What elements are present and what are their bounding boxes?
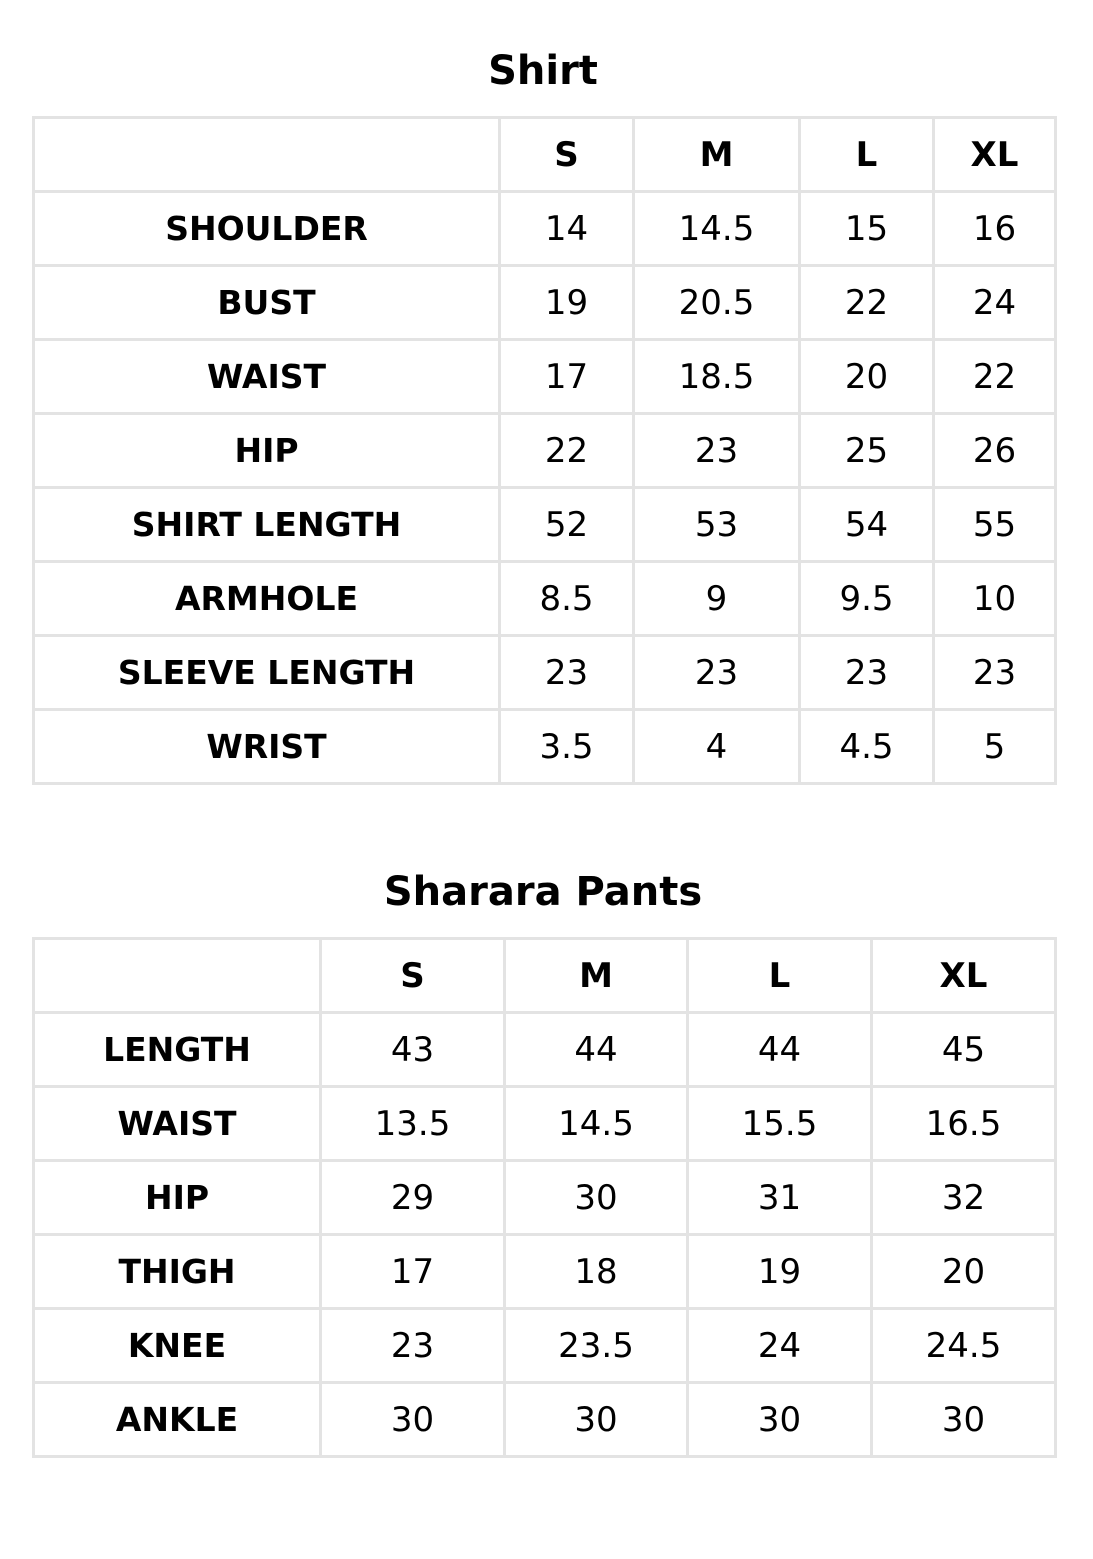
shirt-header-size-l: L — [800, 118, 934, 192]
shirt-header-corner — [34, 118, 500, 192]
shirt-size-chart — [32, 40, 1054, 785]
table-row — [34, 1013, 1056, 1087]
row-label: SLEEVE LENGTH — [34, 636, 500, 710]
row-label: WAIST — [34, 340, 500, 414]
size-value: 31 — [688, 1161, 872, 1235]
shirt-header-size-xl: XL — [934, 118, 1056, 192]
size-value: 30 — [505, 1161, 688, 1235]
table-row — [34, 266, 1056, 340]
table-row — [34, 1383, 1056, 1457]
table-row — [34, 636, 1056, 710]
size-value: 43 — [321, 1013, 505, 1087]
row-label: ARMHOLE — [34, 562, 500, 636]
size-value: 23 — [634, 414, 800, 488]
size-value: 9.5 — [800, 562, 934, 636]
table-row — [34, 488, 1056, 562]
size-value: 24.5 — [872, 1309, 1056, 1383]
size-value: 15 — [800, 192, 934, 266]
size-value: 24 — [688, 1309, 872, 1383]
size-value: 44 — [688, 1013, 872, 1087]
size-value: 53 — [634, 488, 800, 562]
row-label: HIP — [34, 414, 500, 488]
shirt-title: Shirt — [488, 48, 598, 94]
size-value: 29 — [321, 1161, 505, 1235]
size-value: 23 — [321, 1309, 505, 1383]
size-value: 55 — [934, 488, 1056, 562]
size-value: 45 — [872, 1013, 1056, 1087]
pants-size-chart — [32, 861, 1054, 1458]
shirt-size-table — [32, 116, 1057, 785]
shirt-header-size-m: M — [634, 118, 800, 192]
size-value: 10 — [934, 562, 1056, 636]
size-value: 22 — [800, 266, 934, 340]
table-row — [34, 562, 1056, 636]
size-value: 24 — [934, 266, 1056, 340]
size-value: 14 — [500, 192, 634, 266]
size-value: 20.5 — [634, 266, 800, 340]
size-value: 18 — [505, 1235, 688, 1309]
row-label: KNEE — [34, 1309, 321, 1383]
size-value: 22 — [500, 414, 634, 488]
row-label: WAIST — [34, 1087, 321, 1161]
table-row — [34, 1087, 1056, 1161]
pants-header-size-s: S — [321, 939, 505, 1013]
size-value: 54 — [800, 488, 934, 562]
pants-header-size-xl: XL — [872, 939, 1056, 1013]
row-label: WRIST — [34, 710, 500, 784]
size-value: 52 — [500, 488, 634, 562]
size-value: 30 — [688, 1383, 872, 1457]
size-value: 20 — [800, 340, 934, 414]
size-value: 14.5 — [505, 1087, 688, 1161]
size-value: 25 — [800, 414, 934, 488]
size-value: 20 — [872, 1235, 1056, 1309]
row-label: THIGH — [34, 1235, 321, 1309]
row-label: ANKLE — [34, 1383, 321, 1457]
shirt-header-size-s: S — [500, 118, 634, 192]
shirt-header-row — [34, 118, 1056, 192]
row-label: HIP — [34, 1161, 321, 1235]
size-value: 3.5 — [500, 710, 634, 784]
pants-header-size-l: L — [688, 939, 872, 1013]
table-row — [34, 192, 1056, 266]
size-value: 44 — [505, 1013, 688, 1087]
size-value: 8.5 — [500, 562, 634, 636]
size-value: 18.5 — [634, 340, 800, 414]
size-value: 13.5 — [321, 1087, 505, 1161]
row-label: SHIRT LENGTH — [34, 488, 500, 562]
size-value: 23 — [500, 636, 634, 710]
pants-title: Sharara Pants — [383, 869, 703, 915]
pants-header-corner — [34, 939, 321, 1013]
table-row — [34, 1309, 1056, 1383]
pants-header-size-m: M — [505, 939, 688, 1013]
size-value: 19 — [688, 1235, 872, 1309]
pants-size-table — [32, 937, 1057, 1458]
table-row — [34, 710, 1056, 784]
size-value: 30 — [321, 1383, 505, 1457]
size-value: 14.5 — [634, 192, 800, 266]
row-label: BUST — [34, 266, 500, 340]
size-value: 30 — [872, 1383, 1056, 1457]
size-value: 4 — [634, 710, 800, 784]
row-label: SHOULDER — [34, 192, 500, 266]
size-value: 23.5 — [505, 1309, 688, 1383]
size-value: 16.5 — [872, 1087, 1056, 1161]
size-value: 30 — [505, 1383, 688, 1457]
size-value: 19 — [500, 266, 634, 340]
table-row — [34, 414, 1056, 488]
size-value: 26 — [934, 414, 1056, 488]
size-value: 22 — [934, 340, 1056, 414]
size-value: 23 — [634, 636, 800, 710]
size-value: 23 — [934, 636, 1056, 710]
size-value: 17 — [321, 1235, 505, 1309]
table-row — [34, 1235, 1056, 1309]
size-value: 5 — [934, 710, 1056, 784]
size-value: 17 — [500, 340, 634, 414]
pants-header-row — [34, 939, 1056, 1013]
size-value: 15.5 — [688, 1087, 872, 1161]
size-value: 4.5 — [800, 710, 934, 784]
row-label: LENGTH — [34, 1013, 321, 1087]
table-row — [34, 340, 1056, 414]
size-value: 16 — [934, 192, 1056, 266]
table-row — [34, 1161, 1056, 1235]
size-value: 32 — [872, 1161, 1056, 1235]
size-value: 9 — [634, 562, 800, 636]
size-value: 23 — [800, 636, 934, 710]
